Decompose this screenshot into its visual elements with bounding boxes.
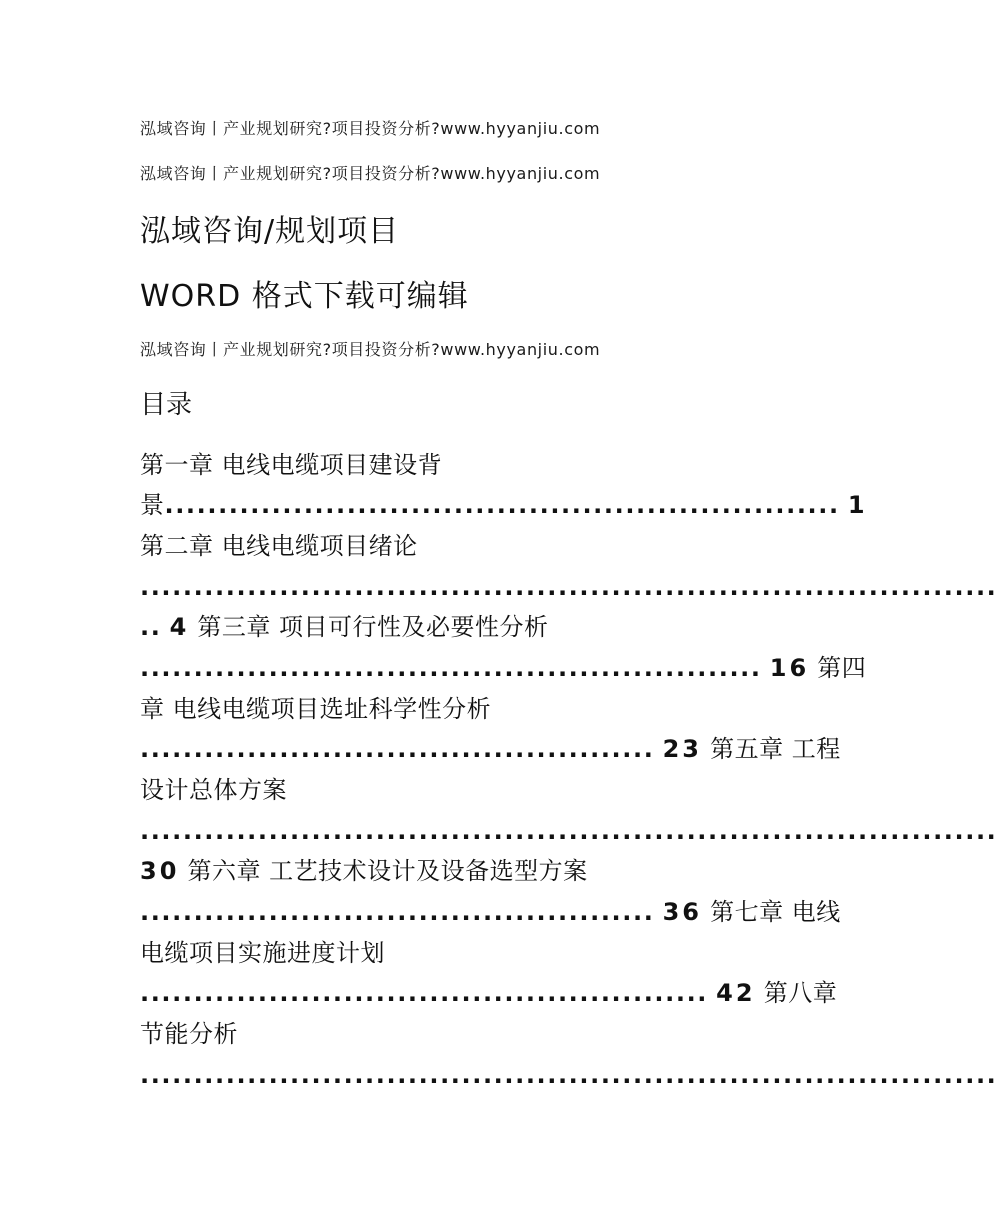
header-line-3: 泓域咨询丨产业规划研究?项目投资分析?www.hyyanjiu.com [140, 340, 601, 359]
toc-heading: 目录 [140, 390, 193, 420]
toc-text: 景 [140, 491, 165, 519]
toc-leader-dots: ..................................................... [140, 979, 709, 1007]
toc-line-2 [140, 493, 868, 517]
toc-leader-dots: ............................................................... [164, 491, 840, 519]
document-title: 泓域咨询/规划项目 [140, 214, 400, 249]
toc-line-12 [140, 900, 841, 924]
toc-leader-dots: ................................................ [140, 898, 655, 926]
toc-leader-dots: .......................................................... [140, 654, 762, 682]
toc-page-number: 16 [769, 654, 810, 682]
toc-page-number: 30 [140, 857, 180, 885]
toc-line-5 [140, 615, 549, 639]
toc-line-16 [140, 1061, 997, 1089]
toc-line-8 [140, 737, 841, 761]
toc-line-14 [140, 981, 837, 1005]
toc-text: 第六章 工艺技术设计及设备选型方案 [187, 857, 588, 885]
toc-leader-dots: ................................................................................ [140, 1061, 997, 1089]
toc-line-3: 第二章 电线电缆项目绪论 [140, 532, 418, 560]
toc-page-number: 1 [847, 491, 868, 519]
toc-text: 第四 [817, 654, 867, 682]
toc-line-6 [140, 656, 866, 680]
toc-line-15: 节能分析 [140, 1020, 238, 1048]
toc-line-7: 章 电线电缆项目选址科学性分析 [140, 695, 492, 723]
toc-text: 第七章 电线 [710, 898, 841, 926]
toc-line-13: 电缆项目实施进度计划 [140, 939, 385, 967]
toc-leader-dots: ................................................................................ [140, 817, 997, 845]
document-subtitle: WORD 格式下载可编辑 [140, 279, 469, 314]
toc-text: 第五章 工程 [710, 735, 841, 763]
toc-leader-dots: .. [140, 613, 162, 641]
toc-page-number: 4 [169, 613, 190, 641]
toc-page-number: 42 [716, 979, 756, 1007]
toc-page-number: 23 [662, 735, 702, 763]
toc-line-10 [140, 817, 997, 845]
toc-line-9: 设计总体方案 [140, 776, 287, 804]
toc-leader-dots: ................................................................................ [140, 573, 997, 601]
header-line-2: 泓域咨询丨产业规划研究?项目投资分析?www.hyyanjiu.com [140, 164, 601, 183]
toc-text: 第八章 [763, 979, 838, 1007]
toc-leader-dots: ................................................ [140, 735, 655, 763]
header-line-1: 泓域咨询丨产业规划研究?项目投资分析?www.hyyanjiu.com [140, 119, 601, 138]
toc-line-1: 第一章 电线电缆项目建设背 [140, 451, 443, 479]
toc-line-4 [140, 573, 997, 601]
toc-page-number: 36 [662, 898, 702, 926]
toc-text: 第三章 项目可行性及必要性分析 [197, 613, 549, 641]
toc-line-11 [140, 859, 588, 883]
